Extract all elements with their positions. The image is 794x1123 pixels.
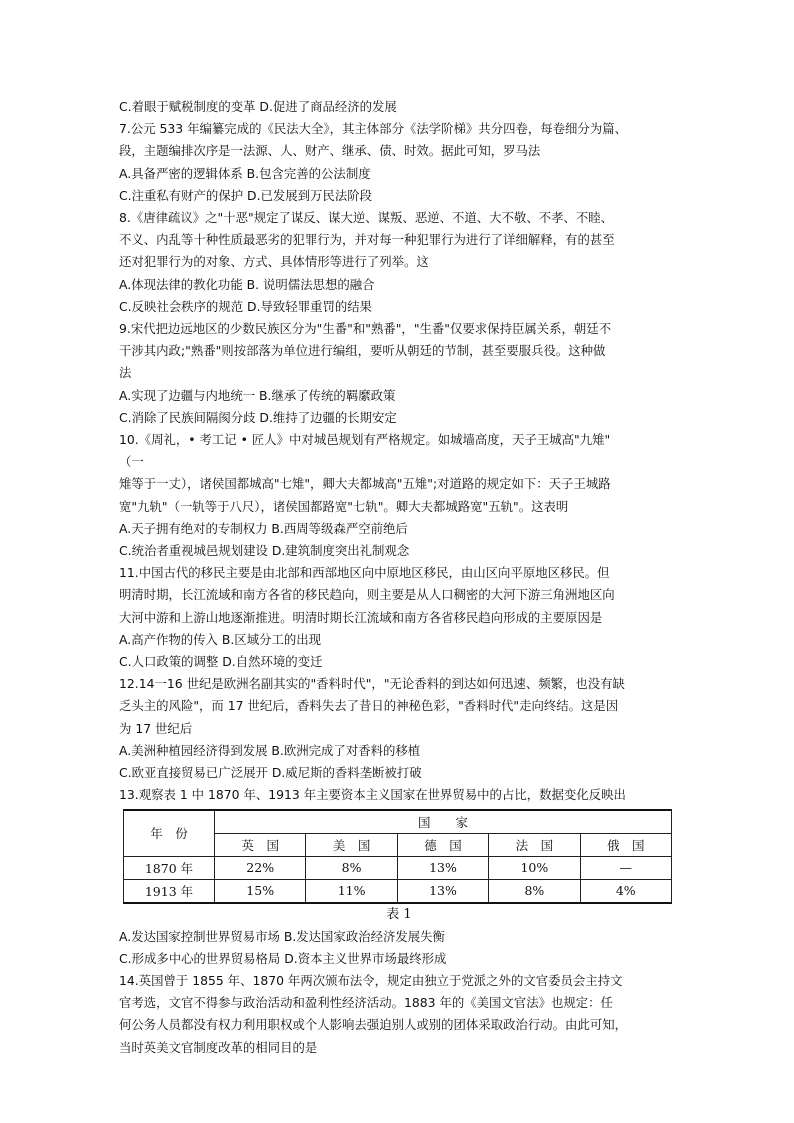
country-header: 国 家 — [215, 810, 672, 834]
text-line: 13.观察表 1 中 1870 年、1913 年主要资本主义国家在世界贸易中的占比，数据变化反映出 — [119, 787, 626, 803]
text-line: A.实现了边疆与内地统一 B.继承了传统的羁縻政策 — [119, 387, 396, 403]
text-line: 8.《唐律疏议》之"十恶"规定了谋反、谋大逆、谋叛、恶逆、不道、大不敬、不孝、不睦、 — [119, 210, 614, 226]
text-line: 乏头主的风险"，而 17 世纪后，香料失去了昔日的神秘色彩，"香料时代"走向终结。这是因 — [119, 698, 619, 714]
text-line: 宽"九轨"（一轨等于八尺），诸侯国都路宽"七轨"。卿大夫都城路宽"五轨"。这表明 — [119, 498, 569, 514]
text-line: 当时英美文官制度改革的相同目的是 — [119, 1039, 318, 1055]
text-line: 11.中国古代的移民主要是由北部和西部地区向中原地区移民，由山区向平原地区移民。但 — [119, 565, 610, 581]
text-line: 官考选，文官不得参与政治活动和盈利性经济活动。1883 年的《美国文官法》也规定：任 — [119, 995, 613, 1011]
text-line: （一 — [119, 454, 144, 470]
text-line: 干涉其内政;"熟番"则按部落为单位进行编组，要听从朝廷的节制，甚至要服兵役。这种做 — [119, 343, 606, 359]
text-line: A.体现法律的教化功能 B. 说明儒法思想的融合 — [119, 276, 375, 292]
text-line: 还对犯罪行为的对象、方式、具体情形等进行了列举。这 — [119, 254, 429, 270]
cell: 10% — [489, 856, 580, 879]
text-line: 10.《周礼，• 考工记 • 匠人》中对城邑规划有严格规定。如城墙高度，天子王城高"九雉" — [119, 432, 611, 448]
text-line: C.反映社会秩序的规范 D.导致轻罪重罚的结果 — [119, 298, 373, 314]
cell: 13% — [397, 856, 488, 879]
text-line: 9.宋代把边远地区的少数民族区分为"生番"和"熟番"，"生番"仅要求保持臣属关系，朝廷不 — [119, 321, 612, 337]
cell: 11% — [306, 879, 397, 903]
text-line: 不义、内乱等十种性质最恶劣的犯罪行为，并对每一种犯罪行为进行了详细解释，有的甚至 — [119, 232, 615, 248]
text-line: 7.公元 533 年编纂完成的《民法大全》，其主体部分《法学阶梯》共分四卷，每卷细分为篇、 — [119, 121, 627, 137]
text-line: C.注重私有财产的保护 D.已发展到万民法阶段 — [119, 187, 373, 203]
text-line: 14.英国曾于 1855 年、1870 年两次颁布法令，规定由独立于党派之外的文官委员会主持文 — [119, 972, 623, 988]
text-line: 12.14一16 世纪是欧洲名副其实的"香料时代"，"无论香料的到达如何迅速、频繁，也没有缺 — [119, 676, 625, 692]
cell: — — [580, 856, 671, 879]
table-row — [124, 879, 672, 903]
text-line: C.着眼于赋税制度的变革 D.促进了商品经济的发展 — [119, 99, 397, 114]
cell: 22% — [215, 856, 306, 879]
questions-13-options-and-14 — [119, 926, 679, 1059]
country-us: 美 国 — [306, 833, 397, 856]
text-line: C.形成多中心的世界贸易格局 D.资本主义世界市场最终形成 — [119, 950, 447, 966]
country-de: 德 国 — [397, 833, 488, 856]
text-line: 为 17 世纪后 — [119, 720, 193, 736]
text-line: A.发达国家控制世界贸易市场 B.发达国家政治经济发展失衡 — [119, 928, 445, 944]
trade-share-table — [123, 809, 672, 904]
text-line: A.天子拥有绝对的专制权力 B.西周等级森严空前绝后 — [119, 520, 408, 536]
cell: 13% — [397, 879, 488, 903]
text-line: 法 — [119, 365, 132, 381]
year-header: 年 份 — [124, 810, 215, 857]
questions-7-to-13 — [119, 96, 679, 807]
text-line: C.消除了民族间隔阂分歧 D.维持了边疆的长期安定 — [119, 409, 397, 425]
text-line: A.美洲种植园经济得到发展 B.欧洲完成了对香料的移植 — [119, 742, 421, 758]
table-caption: 表 1 — [386, 906, 412, 922]
cell: 8% — [306, 856, 397, 879]
cell: 8% — [489, 879, 580, 903]
text-line: C.欧亚直接贸易已广泛展开 D.威尼斯的香料垄断被打破 — [119, 765, 422, 781]
cell: 4% — [580, 879, 671, 903]
row-year: 1913 年 — [124, 879, 215, 903]
text-line: 大河中游和上游山地逐渐推进。明清时期长江流域和南方各省移民趋向形成的主要原因是 — [119, 609, 603, 625]
text-line: 明清时期，长江流域和南方各省的移民趋向，则主要是从人口稠密的大河下游三角洲地区向 — [119, 587, 615, 603]
table-row — [124, 856, 672, 879]
text-line: C.人口政策的调整 D.自然环境的变迁 — [119, 654, 323, 670]
text-line: C.统治者重视城邑规划建设 D.建筑制度突出礼制观念 — [119, 543, 410, 559]
cell: 15% — [215, 879, 306, 903]
text-line: 段，主题编排次序是一法源、人、财产、继承、债、时效。据此可知，罗马法 — [119, 143, 541, 159]
text-line: A.具备严密的逻辑体系 B.包含完善的公法制度 — [119, 165, 371, 181]
text-line: 雉等于一丈），诸侯国都城高"七雉"，卿大夫都城高"五雉";对道路的规定如下：天子王城路 — [119, 476, 611, 492]
country-ru: 俄 国 — [580, 833, 671, 856]
country-fr: 法 国 — [489, 833, 580, 856]
text-line: 何公务人员都没有权力利用职权或个人影响去强迫别人或别的团体采取政治行动。由此可知， — [119, 1017, 628, 1033]
question-text — [119, 96, 679, 1059]
row-year: 1870 年 — [124, 856, 215, 879]
country-uk: 英 国 — [215, 833, 306, 856]
text-line: A.高产作物的传入 B.区域分工的出现 — [119, 631, 322, 647]
